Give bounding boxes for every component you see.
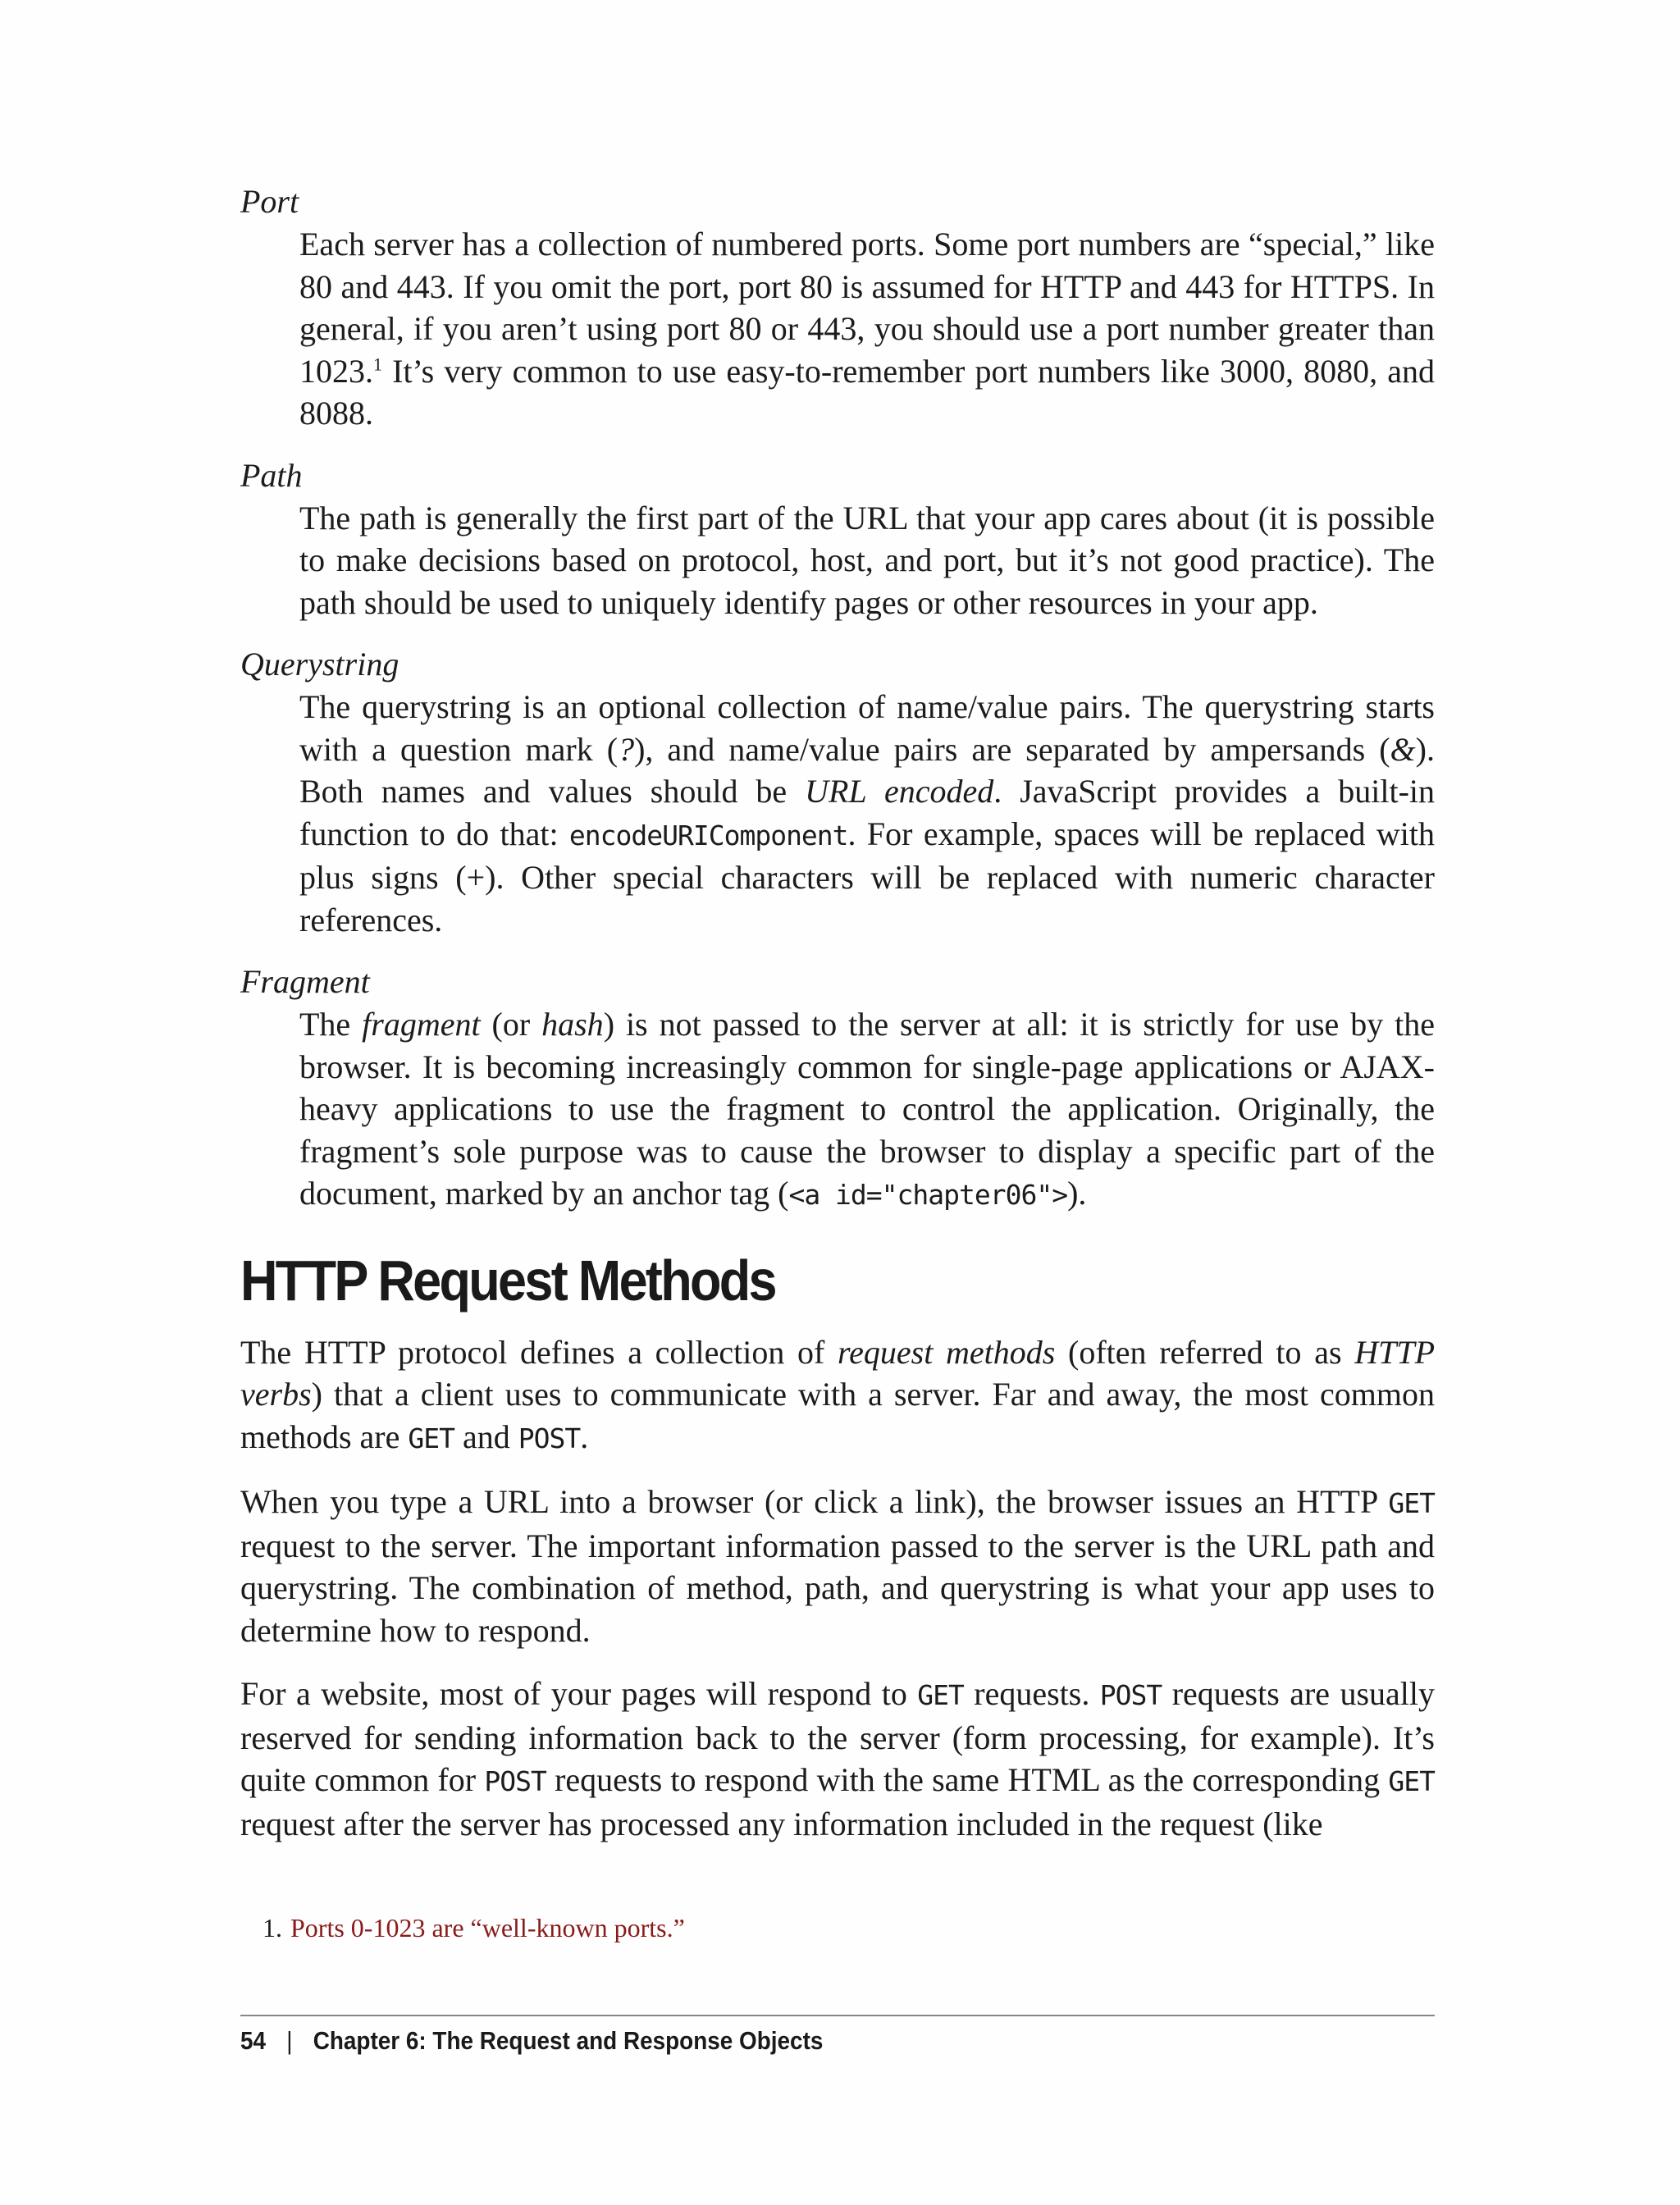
- paragraph-text: and: [454, 1418, 518, 1455]
- definition-text: It’s very common to use easy-to-remember port numbers like 3000, 8080, and 8088.: [299, 352, 1435, 431]
- footer-rule: [240, 2015, 1435, 2016]
- emphasis-hash: hash: [541, 1006, 604, 1043]
- paragraph-2: [240, 1481, 1435, 1651]
- paragraph-text: When you type a URL into a browser (or click a link), the browser issues an HTTP: [240, 1483, 1389, 1520]
- emphasis-request-methods: request methods: [838, 1333, 1056, 1371]
- term-querystring: Querystring: [240, 646, 399, 682]
- definition-text: The: [299, 1006, 363, 1043]
- definition-path: The path is generally the first part of the URL that your app cares about (it is possible to make decisions based on protocol, host, and port, but it’s not good practice). The path should be used to uniquely identify pages or other resources in your app.: [299, 499, 1435, 621]
- emphasis-url-encoded: URL encoded: [805, 773, 994, 810]
- page-number: 54: [240, 2026, 267, 2055]
- paragraph-text: requests are usually reserved for sending information back to the server (form processing, for example). It’s quite common for: [240, 1675, 1436, 1798]
- term-path: Path: [240, 456, 303, 494]
- paragraph-text: ) that a client uses to communicate with a server. Far and away, the most common methods are: [240, 1376, 1435, 1455]
- paragraph-text: .: [580, 1418, 589, 1455]
- paragraph-text: requests.: [963, 1675, 1100, 1712]
- paragraph-text: requests to respond with the same HTML as the corresponding: [546, 1761, 1389, 1798]
- footnote-text[interactable]: Ports 0-1023 are “well-known ports.”: [290, 1913, 685, 1942]
- definition-fragment: [299, 1003, 1435, 1217]
- definition-port: [299, 223, 1435, 435]
- code-get: GET: [408, 1422, 454, 1454]
- code-post: POST: [484, 1765, 546, 1797]
- definition-text: (or: [480, 1006, 542, 1043]
- paragraph-text: request after the server has processed any information included in the request (like: [240, 1805, 1323, 1842]
- footnote-ref[interactable]: 1: [373, 354, 382, 375]
- definition-querystring: [299, 686, 1435, 941]
- code-anchor-tag: <a id="chapter06">: [788, 1179, 1068, 1211]
- paragraph-3: [240, 1673, 1435, 1845]
- term-fragment: Fragment: [240, 963, 370, 1000]
- footnote-number: 1.: [262, 1913, 282, 1942]
- page-footer: [240, 2023, 823, 2059]
- footnote: [262, 1910, 1411, 1946]
- definition-text: ). Both names and values should be: [299, 730, 1435, 810]
- code-encodeuricomponent: encodeURIComponent: [568, 819, 848, 851]
- code-post: POST: [1099, 1679, 1162, 1711]
- section-heading: HTTP Request Methods: [240, 1248, 775, 1312]
- ampersand-glyph: &: [1390, 730, 1416, 768]
- term-port: Port: [240, 183, 299, 220]
- code-get: GET: [917, 1679, 964, 1711]
- definition-text: . JavaScript provides a built-in function to do that:: [299, 773, 1436, 852]
- definition-text: The querystring is an optional collection of name/value pairs. The querystring starts with a question mark (: [299, 688, 1435, 768]
- definition-text: . For example, spaces will be replaced with plus signs (+). Other special characters will be replaced with numeric character references.: [299, 815, 1435, 938]
- definition-text: ) is not passed to the server at all: it is strictly for use by the browser. It is becoming increasingly common for single-page applications or AJAX-heavy applications to use the fragment to control the application. Originally, the fragment’s sole purpose was to cause the browser to display a specific part of the document, marked by an anchor tag (: [299, 1006, 1436, 1212]
- definition-text: ), and name/value pairs are separated by ampersands (: [634, 730, 1390, 768]
- definition-text: Each server has a collection of numbered ports. Some port numbers are “special,” like 80 and 443. If you omit the port, port 80 is assumed for HTTP and 443 for HTTPS. In general, if you aren’t using port 80 or 443, you should use a port number greater than 1023.: [299, 226, 1435, 390]
- paragraph-text: (often referred to as: [1055, 1333, 1355, 1371]
- emphasis-fragment: fragment: [362, 1006, 481, 1043]
- paragraph-text: The HTTP protocol defines a collection of: [240, 1333, 838, 1371]
- chapter-title: Chapter 6: The Request and Response Objects: [313, 2026, 824, 2055]
- paragraph-1: [240, 1331, 1435, 1460]
- footer-separator: |: [286, 2026, 293, 2055]
- paragraph-text: request to the server. The important information passed to the server is the URL path and querystring. The combination of method, path, and querystring is what your app uses to determine how to respond.: [240, 1527, 1435, 1649]
- question-mark-glyph: ?: [618, 730, 635, 768]
- code-get: GET: [1388, 1765, 1435, 1797]
- paragraph-text: For a website, most of your pages will respond to: [240, 1675, 918, 1712]
- code-post: POST: [518, 1422, 581, 1454]
- definition-text: ).: [1067, 1175, 1087, 1212]
- emphasis-http-verbs: HTTP verbs: [240, 1333, 1436, 1413]
- code-get: GET: [1388, 1487, 1435, 1519]
- page-content: [240, 180, 1435, 1866]
